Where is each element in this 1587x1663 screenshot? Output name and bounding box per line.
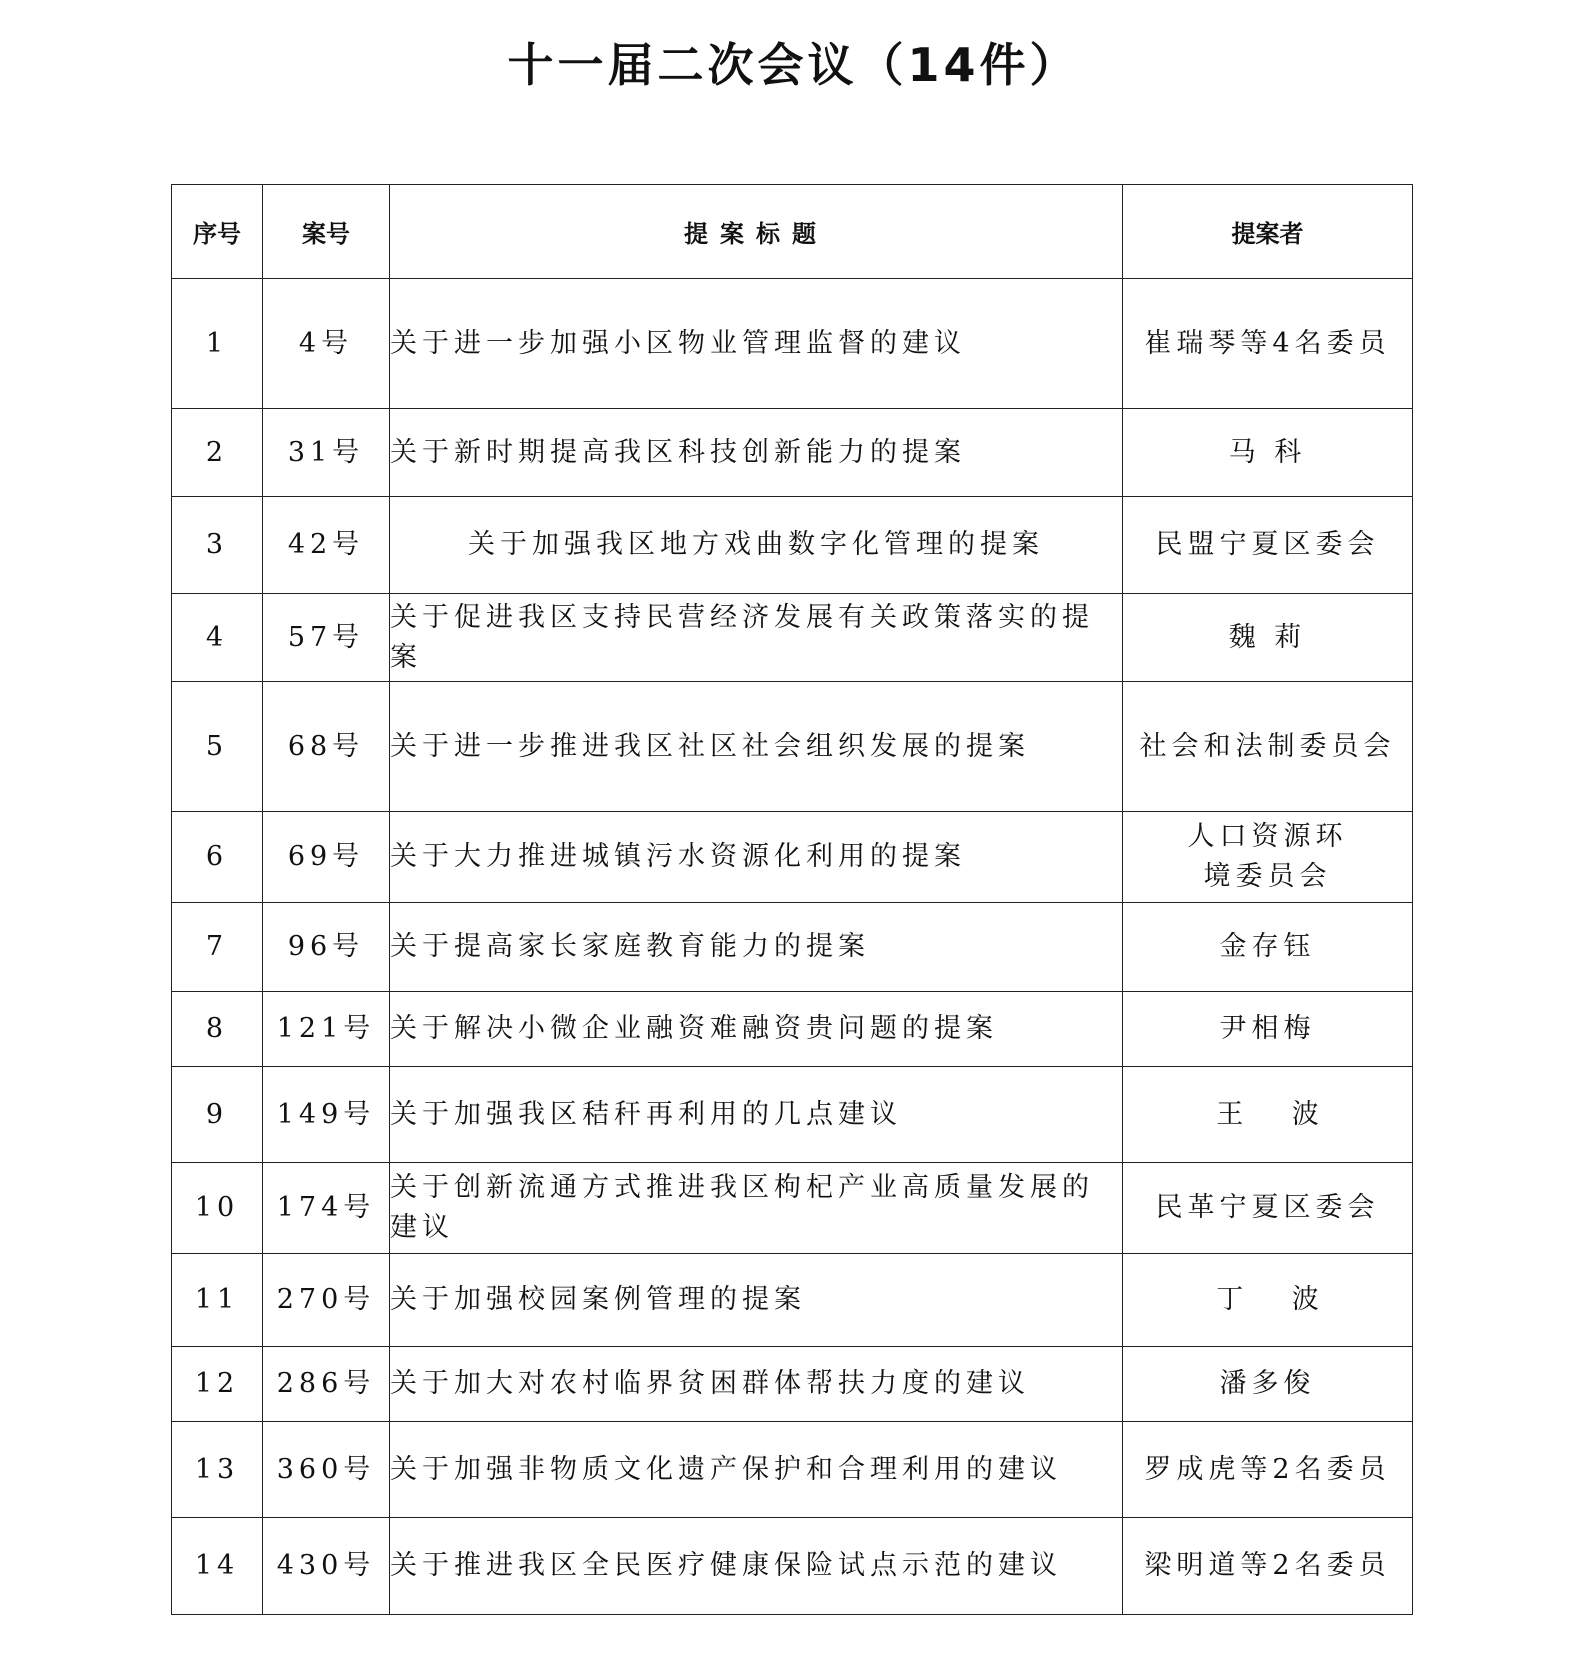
table-header-row	[172, 185, 1413, 279]
row-author: 潘多俊	[1123, 1347, 1413, 1422]
table-row	[172, 903, 1413, 992]
row-seq: 7	[172, 903, 263, 992]
row-author: 金存钰	[1123, 903, 1413, 992]
row-number: 4号	[263, 279, 390, 409]
table-row	[172, 682, 1413, 812]
table-row	[172, 1347, 1413, 1422]
header-title: 提案标题	[390, 185, 1123, 279]
row-title: 关于创新流通方式推进我区枸杞产业高质量发展的建议	[390, 1163, 1123, 1254]
row-seq: 5	[172, 682, 263, 812]
row-title: 关于加强我区地方戏曲数字化管理的提案	[390, 497, 1123, 594]
table-row	[172, 279, 1413, 409]
row-seq: 1	[172, 279, 263, 409]
table-row	[172, 1518, 1413, 1615]
row-author: 民盟宁夏区委会	[1123, 497, 1413, 594]
row-title: 关于大力推进城镇污水资源化利用的提案	[390, 812, 1123, 903]
row-number: 174号	[263, 1163, 390, 1254]
row-number: 121号	[263, 992, 390, 1067]
row-number: 31号	[263, 409, 390, 497]
row-title: 关于进一步推进我区社区社会组织发展的提案	[390, 682, 1123, 812]
row-number: 270号	[263, 1254, 390, 1347]
page-title: 十一届二次会议（14件）	[507, 38, 1080, 92]
row-author: 梁明道等2名委员	[1123, 1518, 1413, 1615]
row-author: 马 科	[1123, 409, 1413, 497]
row-seq: 9	[172, 1067, 263, 1163]
row-title: 关于进一步加强小区物业管理监督的建议	[390, 279, 1123, 409]
row-title: 关于促进我区支持民营经济发展有关政策落实的提案	[390, 594, 1123, 682]
table-row	[172, 409, 1413, 497]
table-row	[172, 1163, 1413, 1254]
header-author: 提案者	[1123, 185, 1413, 279]
row-seq: 8	[172, 992, 263, 1067]
row-title: 关于加强我区秸秆再利用的几点建议	[390, 1067, 1123, 1163]
row-author: 丁 波	[1123, 1254, 1413, 1347]
row-author: 尹相梅	[1123, 992, 1413, 1067]
row-title: 关于推进我区全民医疗健康保险试点示范的建议	[390, 1518, 1123, 1615]
header-seq: 序号	[172, 185, 263, 279]
row-author: 崔瑞琴等4名委员	[1123, 279, 1413, 409]
row-title: 关于加大对农村临界贫困群体帮扶力度的建议	[390, 1347, 1123, 1422]
row-author: 民革宁夏区委会	[1123, 1163, 1413, 1254]
table-row	[172, 594, 1413, 682]
row-number: 42号	[263, 497, 390, 594]
row-number: 96号	[263, 903, 390, 992]
row-author: 罗成虎等2名委员	[1123, 1422, 1413, 1518]
table-row	[172, 1422, 1413, 1518]
row-author: 人口资源环境委员会	[1123, 812, 1413, 903]
table-row	[172, 812, 1413, 903]
row-seq: 10	[172, 1163, 263, 1254]
row-seq: 6	[172, 812, 263, 903]
row-number: 430号	[263, 1518, 390, 1615]
row-seq: 11	[172, 1254, 263, 1347]
row-title: 关于提高家长家庭教育能力的提案	[390, 903, 1123, 992]
row-author: 社会和法制委员会	[1123, 682, 1413, 812]
row-title: 关于解决小微企业融资难融资贵问题的提案	[390, 992, 1123, 1067]
row-number: 57号	[263, 594, 390, 682]
row-number: 286号	[263, 1347, 390, 1422]
row-seq: 14	[172, 1518, 263, 1615]
row-number: 68号	[263, 682, 390, 812]
row-seq: 3	[172, 497, 263, 594]
row-seq: 12	[172, 1347, 263, 1422]
row-author: 王 波	[1123, 1067, 1413, 1163]
table-row	[172, 1254, 1413, 1347]
header-number: 案号	[263, 185, 390, 279]
proposal-table	[171, 184, 1413, 1615]
table-row	[172, 497, 1413, 594]
row-title: 关于新时期提高我区科技创新能力的提案	[390, 409, 1123, 497]
table-row	[172, 1067, 1413, 1163]
row-number: 360号	[263, 1422, 390, 1518]
row-seq: 4	[172, 594, 263, 682]
row-seq: 2	[172, 409, 263, 497]
row-number: 149号	[263, 1067, 390, 1163]
row-author: 魏 莉	[1123, 594, 1413, 682]
row-title: 关于加强非物质文化遗产保护和合理利用的建议	[390, 1422, 1123, 1518]
row-title: 关于加强校园案例管理的提案	[390, 1254, 1123, 1347]
row-number: 69号	[263, 812, 390, 903]
row-seq: 13	[172, 1422, 263, 1518]
table-row	[172, 992, 1413, 1067]
